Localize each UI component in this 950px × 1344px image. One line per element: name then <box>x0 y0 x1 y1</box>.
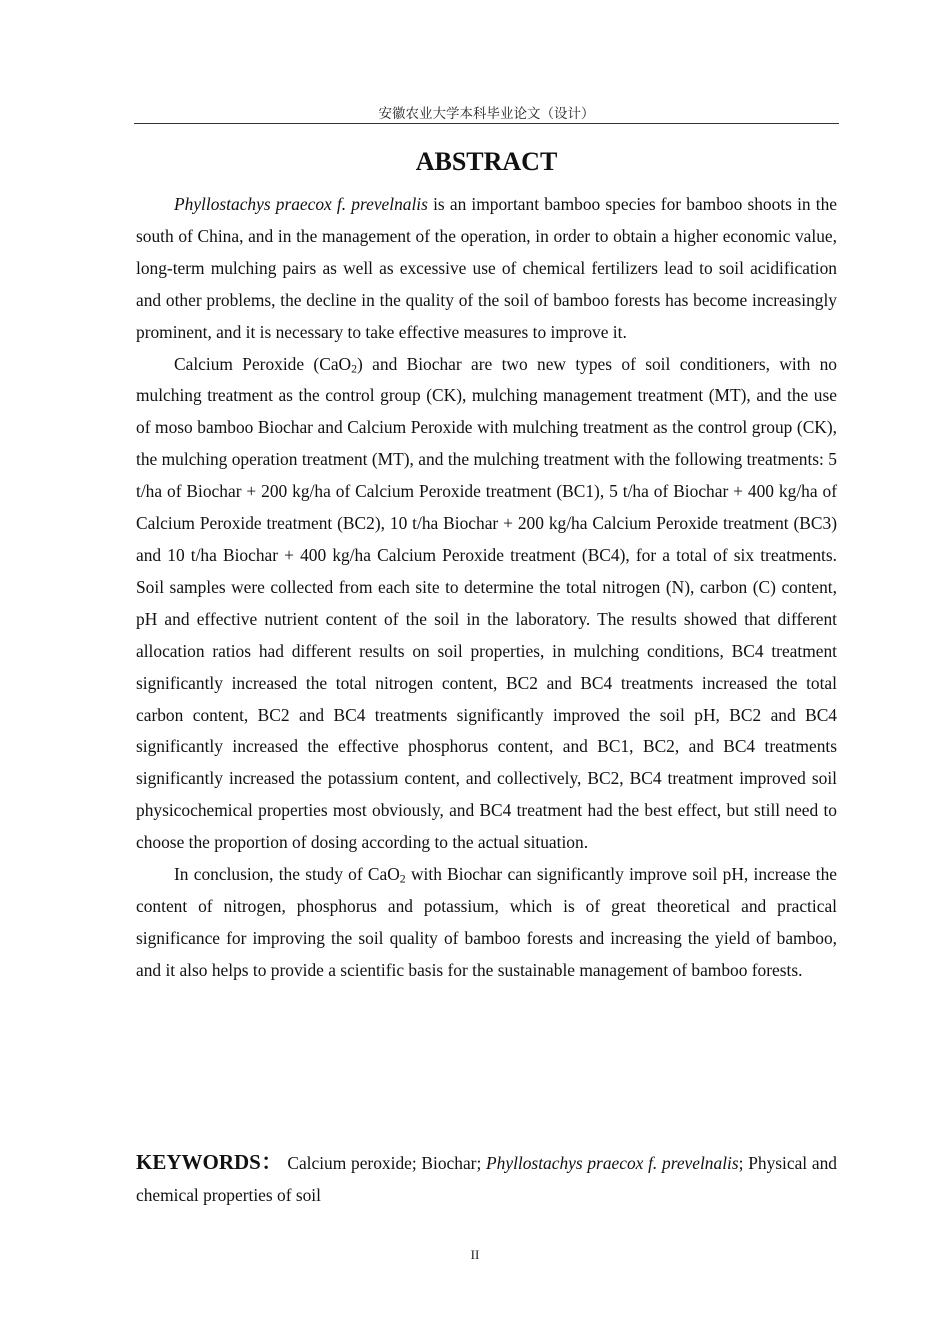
abstract-paragraph-3 <box>136 859 837 987</box>
page-title: ABSTRACT <box>415 147 558 176</box>
header-rule <box>134 123 839 124</box>
abstract-paragraph-1 <box>136 189 837 349</box>
page-number: II <box>470 1247 480 1262</box>
paragraph-lead: In conclusion, the study of CaO <box>174 864 400 885</box>
paragraph-lead: Calcium Peroxide (CaO <box>174 353 352 374</box>
keywords-label: KEYWORDS： <box>136 1150 283 1174</box>
running-header: 安徽农业大学本科毕业论文（设计） <box>378 106 595 122</box>
species-name: Phyllostachys praecox f. prevelnalis <box>174 194 428 214</box>
keywords-block <box>136 1146 837 1211</box>
keywords-text: Calcium peroxide; Biochar; <box>287 1153 487 1173</box>
paragraph-text: with Biochar can significantly improve soil pH, increase the content of nitrogen, phosphorus and potassium, which is of great theoretical and practical significance for improving the soil quality of bamboo forests and increasing the yield of bamboo, and it also helps to provide a scientific basis for the sustainable management of bamboo forests. <box>136 864 838 980</box>
abstract-body <box>136 189 837 987</box>
paragraph-text: ) and Biochar are two new types of soil conditioners, with no mulching treatment as the control group (CK), mulching management treatment (MT), and the use of moso bamboo Biochar and Calcium Peroxide with mulching treatment as the control group (CK), the mulching operation treatment (MT), and the mulching treatment with the following treatments: 5 t/ha of Biochar + 200 kg/ha of Calcium Peroxide treatment (BC1), 5 t/ha of Biochar + 400 kg/ha of Calcium Peroxide treatment (BC2), 10 t/ha Biochar + 200 kg/ha Calcium Peroxide treatment (BC3) and 10 t/ha Biochar + 400 kg/ha Calcium Peroxide treatment (BC4), for a total of six treatments. Soil samples were collected from each site to determine the total nitrogen (N), carbon (C) content, pH and effective nutrient content of the soil in the laboratory. The results showed that different allocation ratios had different results on soil properties, in mulching conditions, BC4 treatment significantly increased the total nitrogen content, BC2 and BC4 treatments increased the total carbon content, BC2 and BC4 treatments significantly improved the soil pH, BC2 and BC4 significantly increased the effective phosphorus content, and BC1, BC2, and BC4 treatments significantly increased the potassium content, and collectively, BC2, BC4 treatment improved soil physicochemical properties most obviously, and BC4 treatment had the best effect, but still need to choose the proportion of dosing according to the actual situation. <box>136 353 838 853</box>
subscript: 2 <box>399 871 406 886</box>
paragraph-text: is an important bamboo species for bamboo shoots in the south of China, and in the management of the operation, in order to obtain a higher economic value, long-term mulching pairs as well as excessive use of chemical fertilizers lead to soil acidification and other problems, the decline in the quality of the soil of bamboo forests has become increasingly prominent, and it is necessary to take effective measures to improve it. <box>136 194 838 342</box>
keywords-species: Phyllostachys praecox f. prevelnalis <box>486 1153 739 1173</box>
abstract-paragraph-2 <box>136 349 837 860</box>
keywords-text: ; Physical and chemical properties of soil <box>136 1153 837 1205</box>
subscript: 2 <box>351 361 358 376</box>
